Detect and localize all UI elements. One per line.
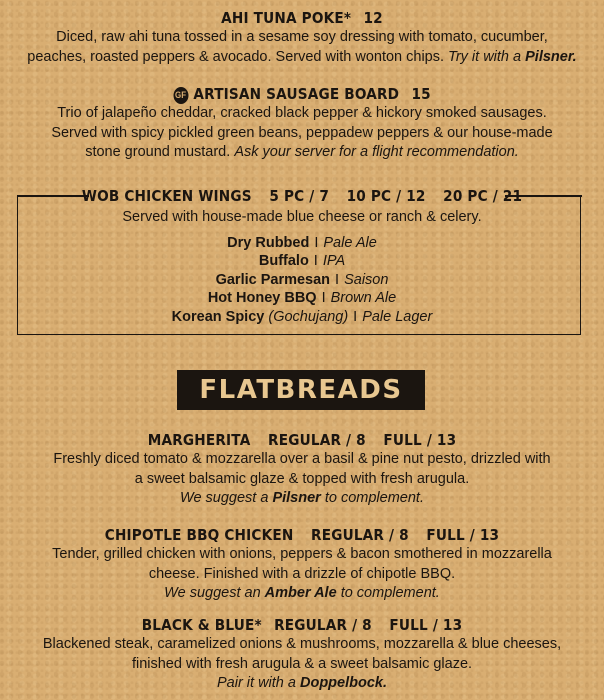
wing-flavor bbox=[0, 271, 604, 290]
menu-item-margherita bbox=[0, 430, 604, 509]
pairing-text: Try it with a bbox=[448, 48, 522, 65]
pairing-text: Ask your server for a flight recommendation. bbox=[234, 144, 519, 161]
wing-flavor bbox=[0, 308, 604, 327]
item-heading bbox=[36, 84, 568, 104]
pairing-text: We suggest an bbox=[164, 585, 261, 602]
desc-line bbox=[0, 143, 604, 163]
item-price-regular: REGULAR / 8 bbox=[268, 431, 366, 449]
item-name: MARGHERITA bbox=[147, 431, 251, 449]
item-description bbox=[0, 450, 604, 509]
pairing-beer: Doppelbock. bbox=[300, 675, 388, 692]
item-price: 20 PC / 21 bbox=[443, 187, 523, 205]
menu-item-wob-chicken-wings bbox=[0, 186, 604, 326]
menu-item-black-and-blue bbox=[0, 615, 604, 694]
item-heading bbox=[36, 615, 568, 635]
desc-line: Diced, raw ahi tuna tossed in a sesame soy dressing with tomato, cucumber, bbox=[56, 29, 548, 45]
section-banner-flatbreads: FLATBREADS bbox=[177, 370, 425, 410]
wing-flavor bbox=[0, 252, 604, 271]
item-price-regular: REGULAR / 8 bbox=[311, 526, 409, 544]
separator: I bbox=[353, 308, 358, 325]
desc-text: peaches, roasted peppers & avocado. Served with wonton chips. bbox=[27, 48, 445, 65]
flavor-beer: IPA bbox=[322, 253, 346, 270]
separator: I bbox=[314, 234, 319, 251]
desc-line: cheese. Finished with a drizzle of chipotle BBQ. bbox=[148, 565, 456, 582]
flavor-name: Hot Honey BBQ bbox=[207, 290, 317, 307]
flavor-beer: Pale Ale bbox=[323, 234, 377, 251]
item-name: AHI TUNA POKE* bbox=[221, 9, 352, 27]
item-heading bbox=[36, 525, 568, 545]
item-heading bbox=[36, 186, 568, 206]
item-description bbox=[0, 545, 604, 604]
item-description bbox=[0, 635, 604, 694]
flavor-name: Korean Spicy bbox=[171, 308, 265, 325]
separator: I bbox=[313, 253, 318, 270]
pairing-line bbox=[0, 489, 604, 509]
item-description bbox=[0, 104, 604, 163]
desc-text: stone ground mustard. bbox=[85, 144, 231, 161]
wing-flavor bbox=[0, 234, 604, 253]
flavor-name: Buffalo bbox=[258, 253, 309, 270]
separator: I bbox=[335, 271, 340, 288]
pairing-beer: Pilsner bbox=[272, 490, 321, 507]
flavor-beer: Pale Lager bbox=[362, 308, 433, 325]
item-price-regular: REGULAR / 8 bbox=[274, 616, 372, 634]
flavor-beer: Saison bbox=[344, 271, 389, 288]
item-price: 15 bbox=[411, 85, 431, 103]
pairing-text: We suggest a bbox=[180, 490, 269, 507]
menu-item-chipotle-bbq-chicken bbox=[0, 525, 604, 604]
desc-line: Tender, grilled chicken with onions, peppers & bacon smothered in mozzarella bbox=[52, 546, 552, 562]
desc-line: finished with fresh arugula & a sweet balsamic glaze. bbox=[131, 655, 473, 672]
item-price-full: FULL / 13 bbox=[389, 616, 463, 634]
pairing-beer: Pilsner. bbox=[525, 48, 577, 65]
flavor-note: (Gochujang) bbox=[268, 308, 349, 325]
item-description bbox=[0, 28, 604, 67]
item-heading bbox=[36, 8, 568, 28]
desc-line: Trio of jalapeño cheddar, cracked black pepper & hickory smoked sausages. bbox=[57, 105, 547, 121]
item-name: WOB CHICKEN WINGS bbox=[81, 187, 252, 205]
item-price-full: FULL / 13 bbox=[383, 431, 457, 449]
flavor-name: Dry Rubbed bbox=[227, 234, 310, 251]
separator: I bbox=[321, 290, 326, 307]
menu-item-artisan-sausage-board bbox=[0, 84, 604, 163]
pairing-text: Pair it with a bbox=[216, 675, 296, 692]
item-name: ARTISAN SAUSAGE BOARD bbox=[193, 85, 400, 103]
desc-line: Blackened steak, caramelized onions & mushrooms, mozzarella & blue cheeses, bbox=[42, 636, 562, 652]
item-price: 10 PC / 12 bbox=[346, 187, 426, 205]
item-name: CHIPOTLE BBQ CHICKEN bbox=[104, 526, 294, 544]
desc-line bbox=[0, 48, 604, 68]
pairing-line bbox=[0, 674, 604, 694]
pairing-beer: Amber Ale bbox=[264, 585, 337, 602]
gluten-free-badge-icon: GF bbox=[173, 87, 188, 104]
item-heading bbox=[36, 430, 568, 450]
flavor-name: Garlic Parmesan bbox=[215, 271, 331, 288]
item-price: 5 PC / 7 bbox=[269, 187, 330, 205]
desc-line: Served with spicy pickled green beans, peppadew peppers & our house-made bbox=[51, 124, 553, 141]
desc-line: Freshly diced tomato & mozzarella over a basil & pine nut pesto, drizzled with bbox=[53, 451, 551, 467]
item-name: BLACK & BLUE* bbox=[141, 616, 262, 634]
pairing-text: to complement. bbox=[340, 585, 440, 602]
pairing-text: to complement. bbox=[324, 490, 424, 507]
item-price-full: FULL / 13 bbox=[426, 526, 500, 544]
item-price: 12 bbox=[363, 9, 383, 27]
item-description: Served with house-made blue cheese or ranch & celery. bbox=[122, 209, 482, 225]
wing-flavor-list bbox=[0, 234, 604, 327]
wing-flavor bbox=[0, 289, 604, 308]
flavor-beer: Brown Ale bbox=[330, 290, 397, 307]
pairing-line bbox=[0, 584, 604, 604]
menu-item-ahi-tuna-poke bbox=[0, 8, 604, 67]
desc-line: a sweet balsamic glaze & topped with fresh arugula. bbox=[134, 470, 470, 487]
